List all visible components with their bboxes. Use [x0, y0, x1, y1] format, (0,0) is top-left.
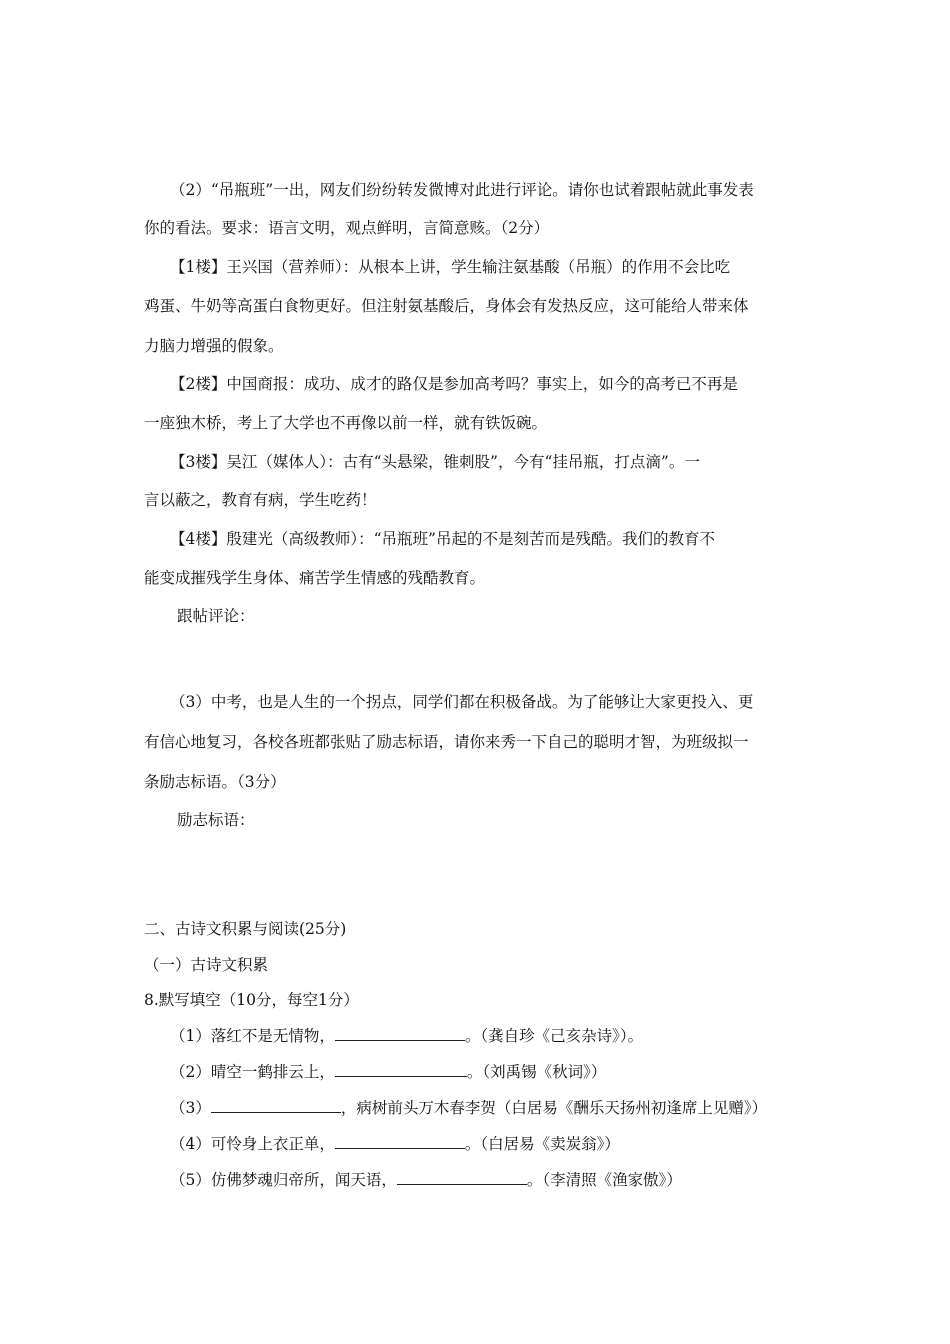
q3-line-2: 有信心地复习，各校各班都张贴了励志标语，请你来秀一下自己的聪明才智，为班级拟一 [144, 733, 749, 751]
item-prefix: （4）可怜身上衣正单， [170, 1135, 335, 1153]
item-suffix: ，病树前头万木春李贺（白居易《酬乐天扬州初逢席上见赠》） [340, 1099, 768, 1117]
fill-item-2 [170, 1062, 606, 1082]
floor-label: 【2楼】 [170, 375, 227, 393]
floor-text: 中国商报：成功、成才的路仅是参加高考吗？事实上，如今的高考已不再是 [226, 375, 738, 393]
floor-3-line-2: 言以蔽之，教育有病，学生吃药！ [144, 491, 377, 509]
item-suffix: 。（刘禹锡《秋词》） [466, 1063, 607, 1081]
q3-line-1: （3）中考，也是人生的一个拐点，同学们都在积极备战。为了能够让大家更投入、更 [170, 693, 754, 711]
q2-line-2: 你的看法。要求：语言文明，观点鲜明，言简意赅。（2分） [144, 219, 550, 237]
answer-blank[interactable] [211, 1098, 341, 1113]
floor-4-line-1 [170, 529, 715, 549]
floor-1-line-2: 鸡蛋、牛奶等高蛋白食物更好。但注射氨基酸后，身体会有发热反应，这可能给人带来体 [144, 297, 749, 315]
floor-1-line-1 [170, 257, 730, 277]
floor-text: 殷建光（高级教师）：“吊瓶班”吊起的不是刻苦而是残酷。我们的教育不 [226, 530, 715, 548]
answer-blank[interactable] [397, 1170, 527, 1185]
q2-line-1: （2）“吊瓶班”一出，网友们纷纷转发微博对此进行评论。请你也试着跟帖就此事发表 [170, 181, 754, 199]
answer-blank[interactable] [335, 1134, 465, 1149]
item-suffix: 。（龚自珍《己亥杂诗》）。 [464, 1027, 644, 1045]
fill-item-4 [170, 1134, 620, 1154]
slogan-label: 励志标语： [177, 811, 255, 829]
floor-2-line-1 [170, 374, 738, 394]
answer-blank[interactable] [335, 1062, 467, 1077]
item-prefix: （5）仿佛梦魂归帝所，闻天语， [170, 1171, 397, 1189]
fill-item-5 [170, 1170, 682, 1190]
section-title: 二、古诗文积累与阅读(25分) [144, 920, 347, 938]
floor-1-line-3: 力脑力增强的假象。 [144, 337, 284, 355]
q8-title: 8.默写填空（10分，每空1分） [144, 991, 359, 1009]
floor-label: 【3楼】 [170, 453, 227, 471]
fill-item-3 [170, 1098, 767, 1118]
item-prefix: （3） [170, 1099, 211, 1117]
item-suffix: 。（李清照《渔家傲》） [526, 1171, 682, 1189]
floor-3-line-1 [170, 452, 700, 472]
floor-text: 吴江（媒体人）：古有“头悬梁，锥刺股”，今有“挂吊瓶，打点滴”。一 [226, 453, 700, 471]
q3-line-3: 条励志标语。（3分） [144, 773, 286, 791]
answer-blank[interactable] [335, 1026, 465, 1041]
reply-label: 跟帖评论： [177, 607, 255, 625]
floor-text: 王兴国（营养师）：从根本上讲，学生输注氨基酸（吊瓶）的作用不会比吃 [226, 258, 731, 276]
floor-4-line-2: 能变成摧残学生身体、痛苦学生情感的残酷教育。 [144, 569, 486, 587]
item-prefix: （2）晴空一鹤排云上， [170, 1063, 335, 1081]
subsection-title: （一）古诗文积累 [144, 956, 269, 974]
item-suffix: 。（白居易《卖炭翁》） [464, 1135, 620, 1153]
fill-item-1 [170, 1026, 643, 1046]
floor-label: 【1楼】 [170, 258, 227, 276]
floor-2-line-2: 一座独木桥，考上了大学也不再像以前一样，就有铁饭碗。 [144, 414, 548, 432]
item-prefix: （1）落红不是无情物， [170, 1027, 335, 1045]
floor-label: 【4楼】 [170, 530, 227, 548]
